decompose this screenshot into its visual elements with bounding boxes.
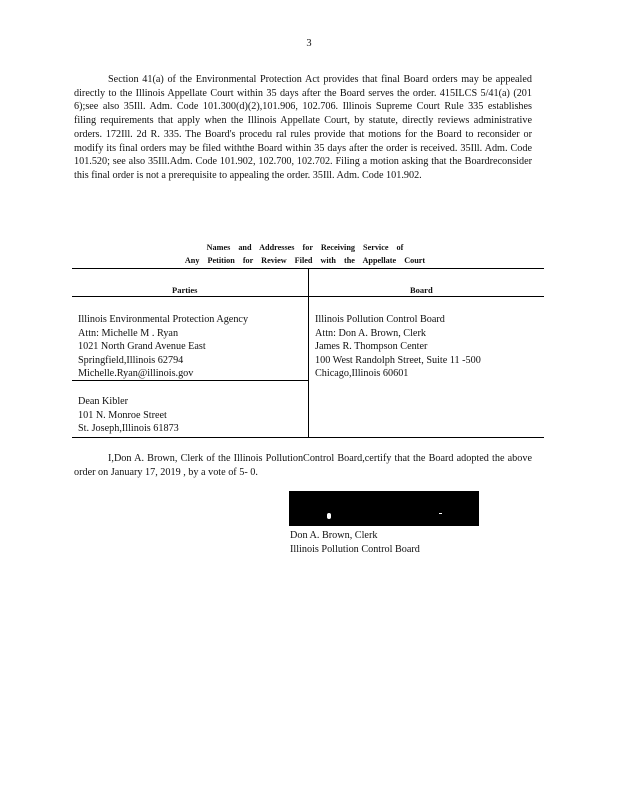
party-address-kibler <box>78 395 179 436</box>
table-header-divider <box>72 296 544 297</box>
parties-column-header: Parties <box>172 285 198 295</box>
signer-name: Don A. Brown, Clerk <box>290 530 378 541</box>
clerk-certification-paragraph: I,Don A. Brown, Clerk of the Illinois PollutionControl Board,certify that the Board adopted the above order on January 17, 2019 , by a vote of 5- 0. <box>74 453 532 478</box>
service-heading <box>160 242 450 267</box>
board-address <box>315 313 481 381</box>
board-column-header: Board <box>410 285 433 295</box>
service-heading-line-2: Any Petition for Review Filed with the Appellate Court <box>184 255 426 265</box>
appeal-rights-paragraph: Section 41(a) of the Environmental Protection Act provides that final Board orders may be appealed directly to the Illinois Appellate Court within 35 days after the Board serves the order. 415ILCS 5/41(a) (201 6);see also 35Ill. Adm. Code 101.300(d)(2),101.906, 102.706. Illinois Supreme Court Rule 335 establishes filing requirements that apply when the Illinois Appellate Court, by statute, directly reviews administrative orders. 172Ill. 2d R. 335. The Board's procedu ral rules provide that motions for the Board to reconsider or modify its final orders may be filed withthe Board within 35 days after the order is received. 35Ill. Adm. Code 101.520; see also 35Ill.Adm. Code 101.902, 102.700, 102.702. Filing a motion asking that the Boardreconsider this final order is not a prerequisite to appealing the order. 35Ill. Adm. Code 101.902. <box>74 74 532 181</box>
address-line: Chicago,Illinois 60601 <box>315 368 409 379</box>
address-line: James R. Thompson Center <box>315 341 428 352</box>
signature-block <box>290 529 420 556</box>
address-line: Dean Kibler <box>78 396 129 407</box>
email-address: Michelle.Ryan@illinois.gov <box>78 368 194 379</box>
address-line: Springfield,Illinois 62794 <box>78 354 184 366</box>
address-line: St. Joseph,Illinois 61873 <box>78 423 179 434</box>
address-line: Attn: Don A. Brown, Clerk <box>315 327 426 339</box>
signer-organization: Illinois Pollution Control Board <box>290 543 420 555</box>
address-line: 101 N. Monroe Street <box>78 409 167 421</box>
address-line: Attn: Michelle M . Ryan <box>78 327 179 339</box>
address-line: 100 West Randolph Street, Suite 11 -500 <box>315 354 481 366</box>
service-heading-line-1: Names and Addresses for Receiving Service of <box>206 243 404 252</box>
service-table <box>72 268 544 438</box>
address-line: 1021 North Grand Avenue East <box>78 341 206 352</box>
redacted-signature-block <box>289 491 479 526</box>
page-number: 3 <box>306 38 312 49</box>
address-line: Illinois Environmental Protection Agency <box>78 314 249 325</box>
party-address-iepa <box>78 313 248 381</box>
address-line: Illinois Pollution Control Board <box>315 314 445 325</box>
table-column-divider <box>308 269 309 437</box>
